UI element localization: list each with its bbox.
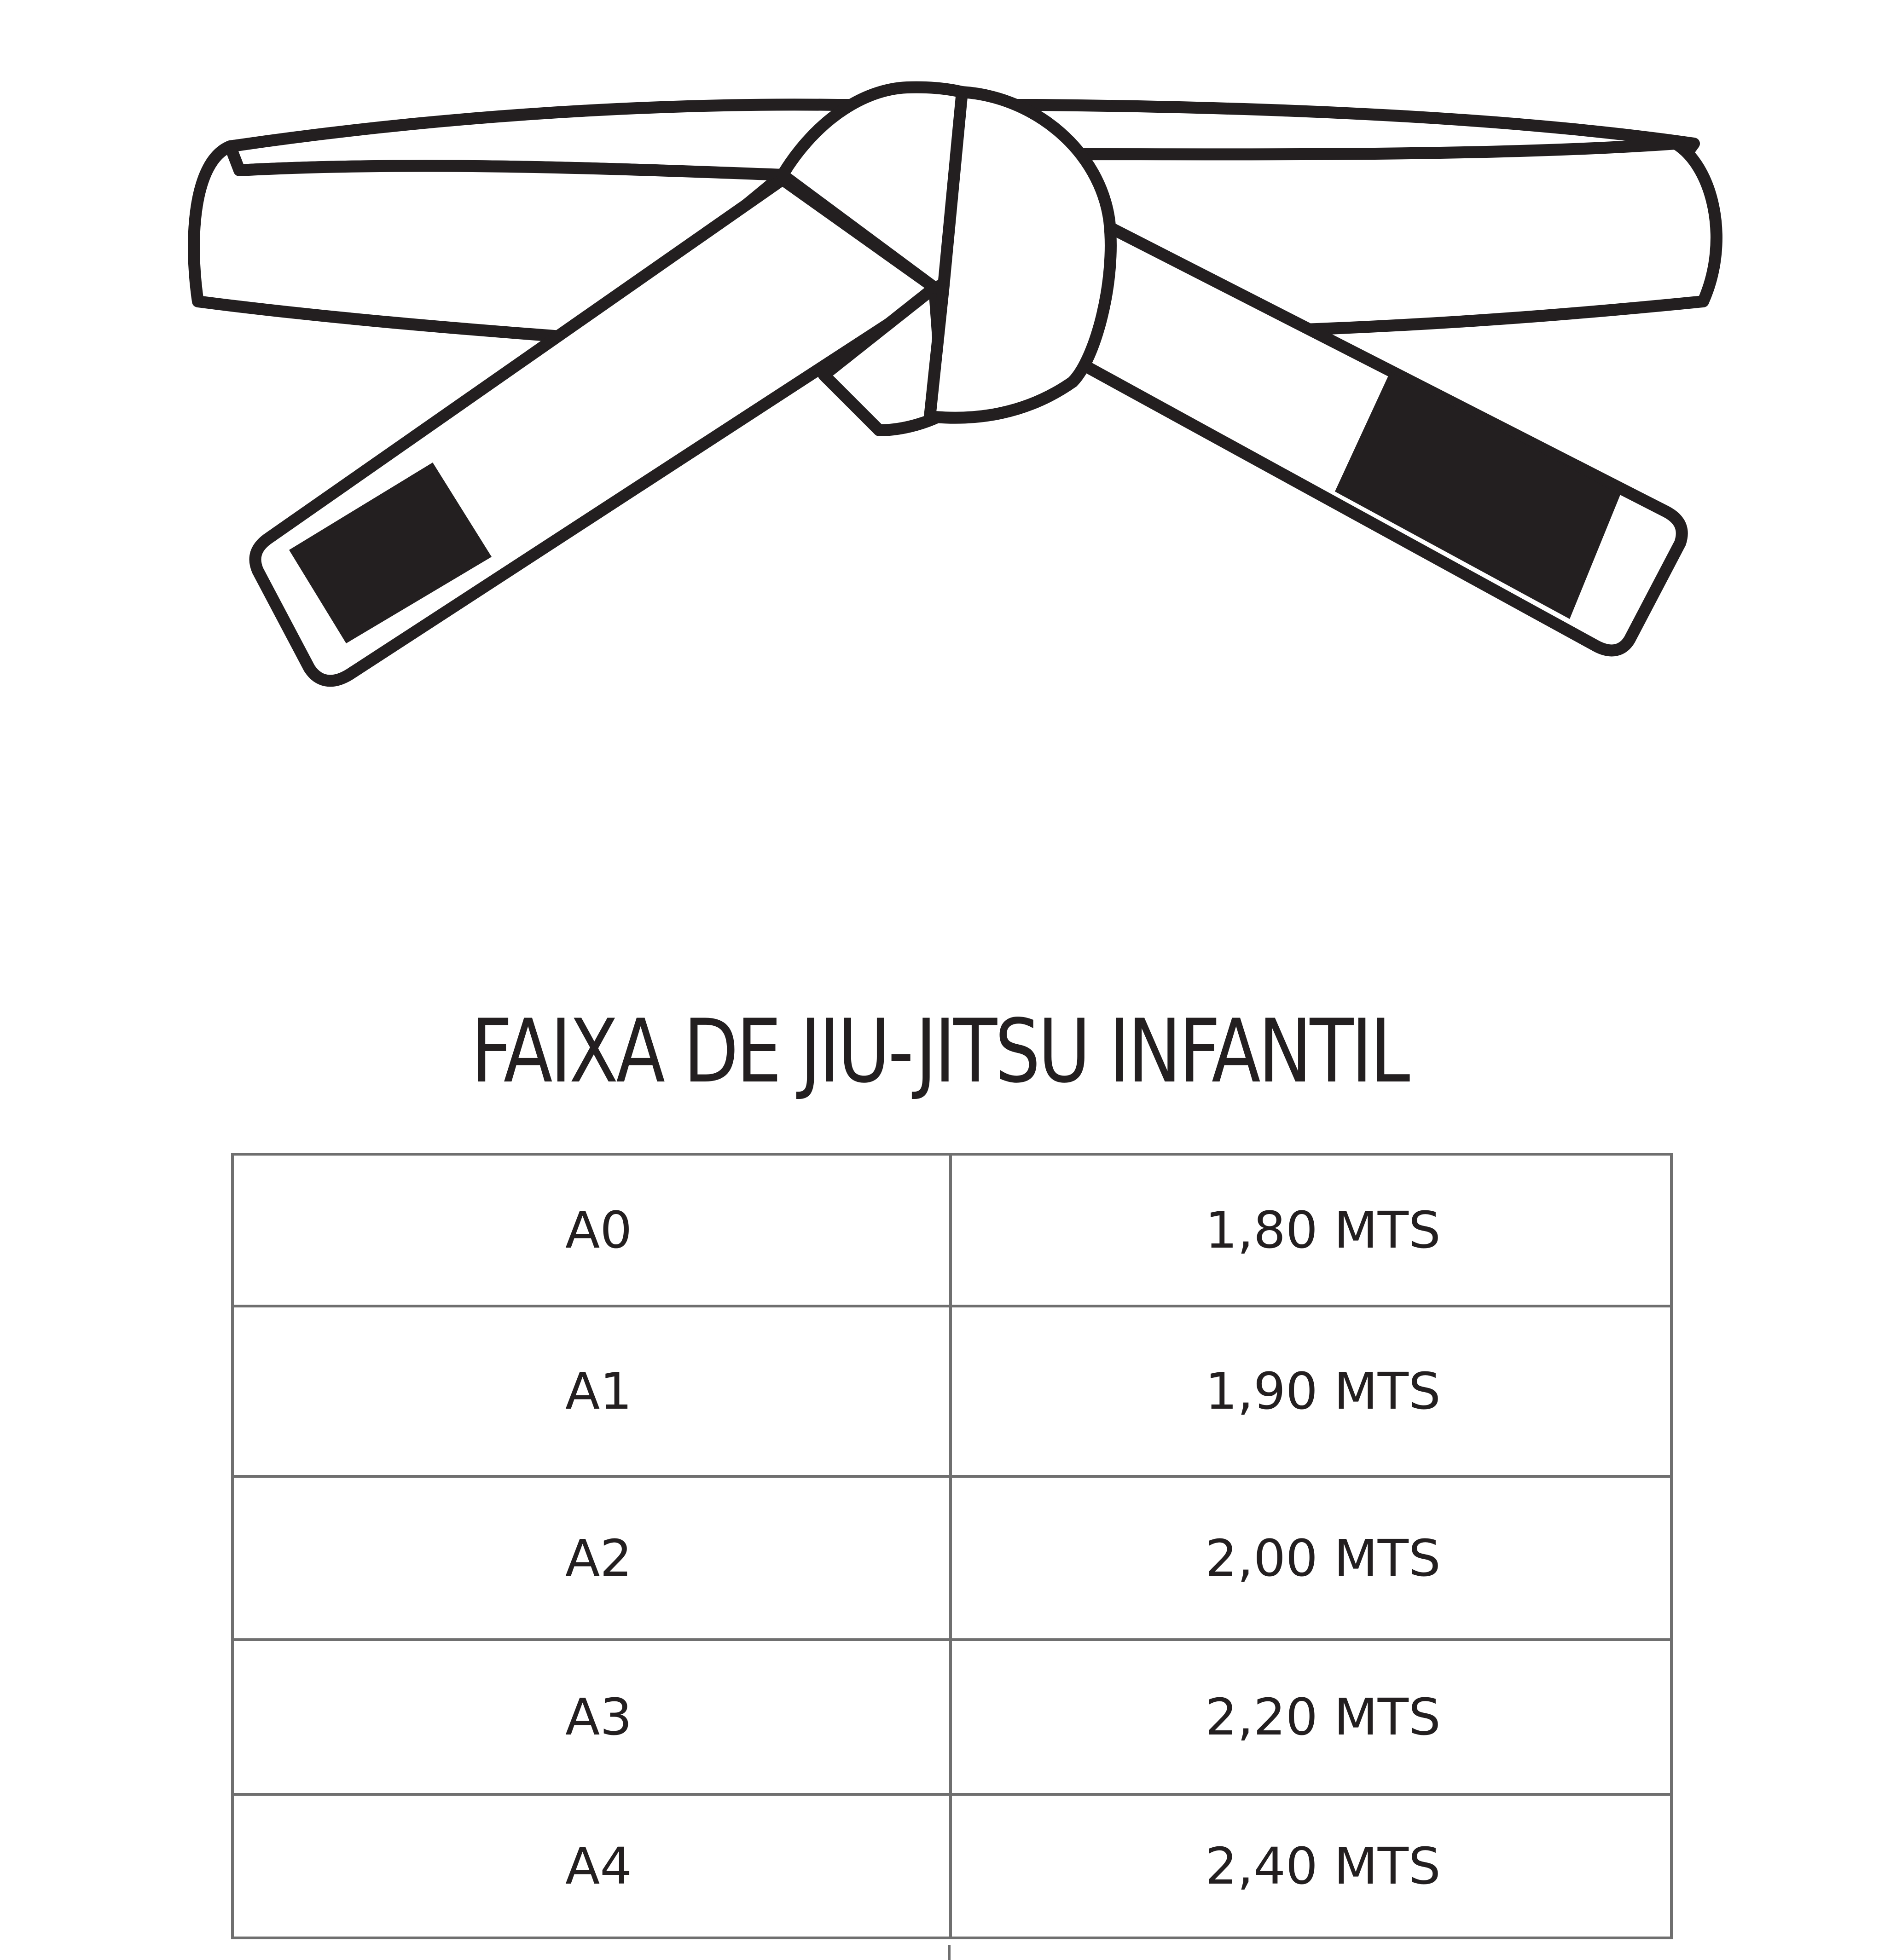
- size-code: A0: [234, 1156, 952, 1305]
- size-length: 1,90 MTS: [1205, 1362, 1441, 1421]
- size-code: A4: [234, 1796, 952, 1937]
- table-row: [234, 1796, 1670, 1939]
- table-row: [234, 1478, 1670, 1641]
- size-code: A3: [234, 1641, 952, 1793]
- table-row: [234, 1307, 1670, 1478]
- size-length: 2,00 MTS: [1205, 1528, 1441, 1588]
- size-length: 2,20 MTS: [1205, 1688, 1441, 1746]
- table-row: [234, 1641, 1670, 1796]
- size-length: 2,40 MTS: [1205, 1837, 1441, 1896]
- size-code: A2: [234, 1478, 952, 1638]
- belt-icon: [0, 0, 1879, 736]
- size-code: A1: [234, 1307, 952, 1475]
- table-divider-stub: [948, 1945, 951, 1960]
- table-row: [234, 1156, 1670, 1307]
- size-table: [231, 1153, 1673, 1939]
- size-length: 1,80 MTS: [1205, 1201, 1441, 1260]
- page-title: FAIXA DE JIU-JITSU INFANTIL: [471, 1000, 1408, 1102]
